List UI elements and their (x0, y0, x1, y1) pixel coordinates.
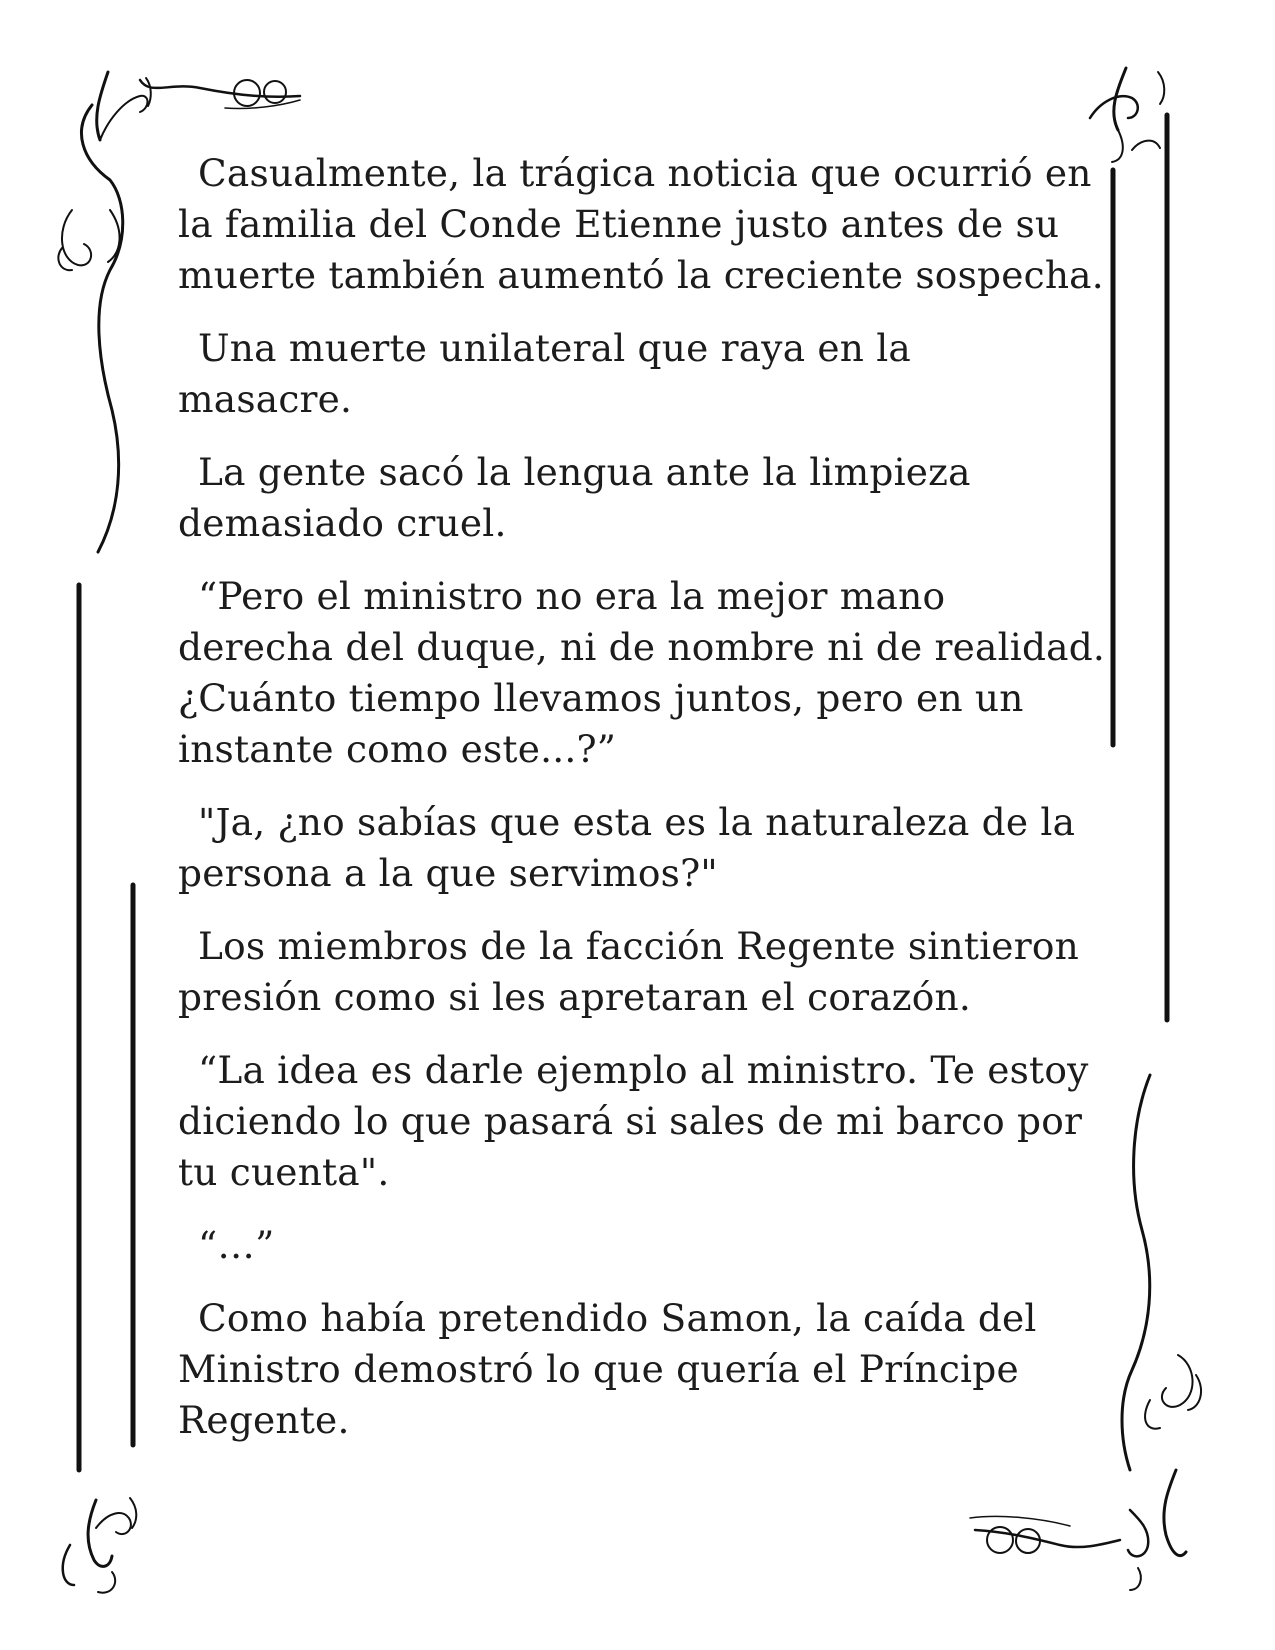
paragraph: Una muerte unilateral que raya en la masacre. (178, 326, 911, 421)
paragraph: Casualmente, la trágica noticia que ocurrió en la familia del Conde Etienne justo antes de su muerte también aumentó la creciente sospecha. (178, 151, 1104, 297)
paragraph: La gente sacó la lengua ante la limpieza demasiado cruel. (178, 450, 971, 545)
paragraph: “…” (198, 1223, 275, 1267)
chapter-text (178, 148, 1108, 1468)
bottom-left-flourish-icon (63, 1498, 137, 1593)
paragraph: Como había pretendido Samon, la caída del Ministro demostró lo que quería el Príncipe Regente. (178, 1296, 1037, 1442)
paragraph: “Pero el ministro no era la mejor mano derecha del duque, ni de nombre ni de realidad. ¿Cuánto tiempo llevamos juntos, pero en un instante como este...?” (178, 574, 1106, 771)
paragraph: Los miembros de la facción Regente sintieron presión como si les apretaran el corazón. (178, 924, 1079, 1019)
paragraph: "Ja, ¿no sabías que esta es la naturaleza de la persona a la que servimos?" (178, 800, 1076, 895)
paragraph: “La idea es darle ejemplo al ministro. Te estoy diciendo lo que pasará si sales de mi barco por tu cuenta". (178, 1048, 1089, 1194)
